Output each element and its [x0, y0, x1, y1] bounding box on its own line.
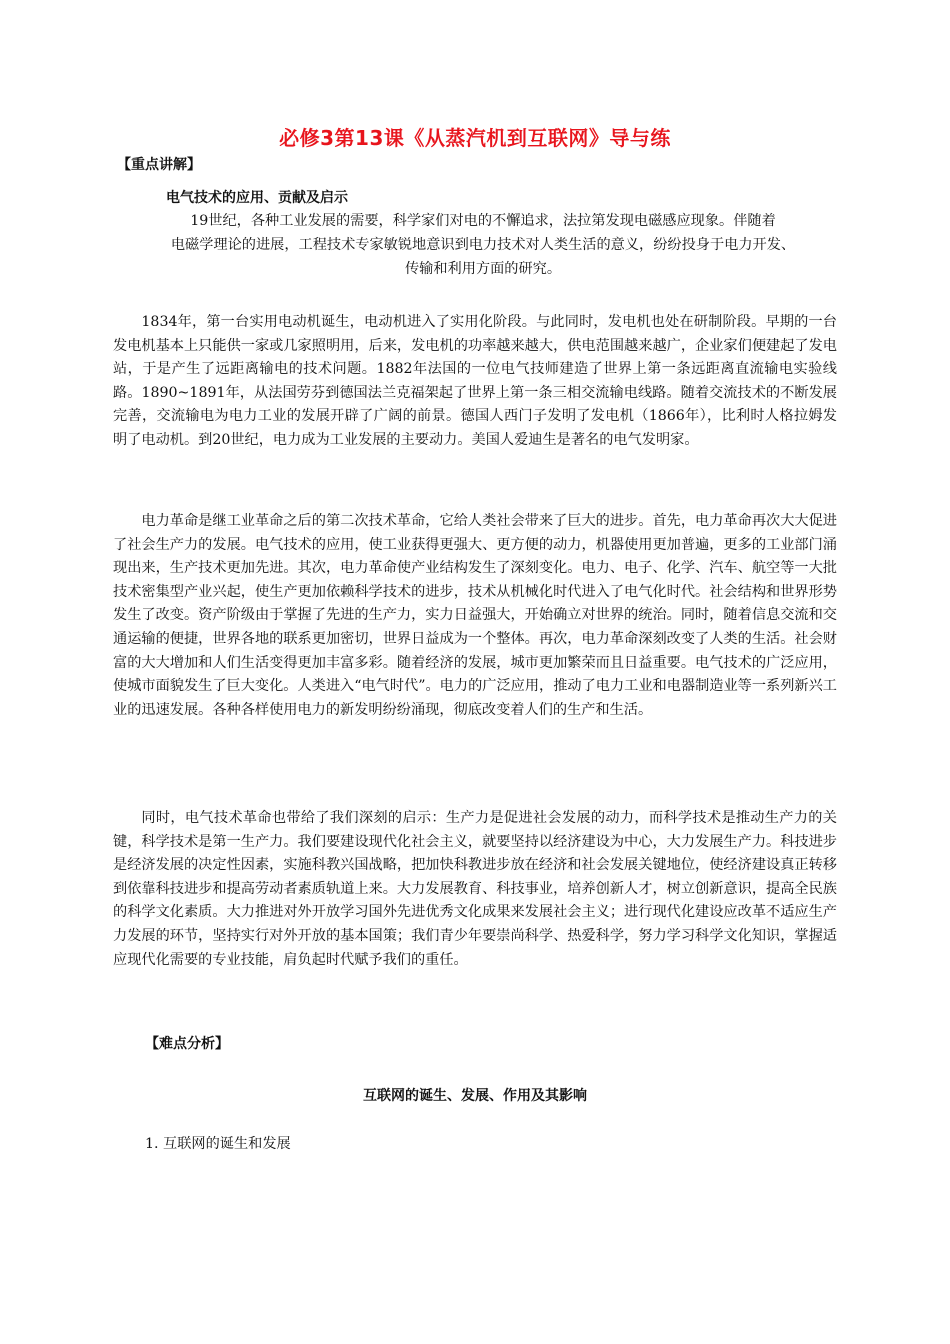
section-heading-internet: 互联网的诞生、发展、作用及其影响: [363, 1088, 587, 1104]
section-heading-electrical-tech: 电气技术的应用、贡献及启示: [166, 190, 348, 206]
paragraph-electric-revolution-impact: 电力革命是继工业革命之后的第二次技术革命，它给人类社会带来了巨大的进步。首先，电力革命再次大大促进了社会生产力的发展。电气技术的应用，使工业获得更强大、更方便的动力，机器使用更加普遍，更多的工业部门涌现出来，生产技术更加先进。其次，电力革命使产业结构发生了深刻变化。电力、电子、化学、汽车、航空等一大批技术密集型产业兴起，使生产更加依赖科学技术的进步，技术从机械化时代进入了电气化时代。社会结构和世界形势发生了改变。资产阶级由于掌握了先进的生产力，实力日益强大，开始确立对世界的统治。同时，随着信息交流和交通运输的便捷，世界各地的联系更加密切，世界日益成为一个整体。再次，电力革命深刻改变了人类的生活。社会财富的大大增加和人们生活变得更加丰富多彩。随着经济的发展，城市更加繁荣而且日益重要。电气技术的广泛应用，使城市面貌发生了巨大变化。人类进入“电气时代”。电力的广泛应用，推动了电力工业和电器制造业等一系列新兴工业的迅速发展。各种各样使用电力的新发明纷纷涌现，彻底改变着人们的生产和生活。: [113, 513, 837, 718]
section-tag-difficult-points: 【难点分析】: [145, 1036, 229, 1052]
list-item-internet-origin: 1. 互联网的诞生和发展: [145, 1136, 291, 1152]
intro-line-3: 传输和利用方面的研究。: [404, 261, 562, 277]
paragraph-history-of-electric-power: 1834年，第一台实用电动机诞生，电动机进入了实用化阶段。与此同时，发电机也处在研制阶段。早期的一台发电机基本上只能供一家或几家照明用，后来，发电机的功率越来越大，供电范围越来越广，企业家们便建起了发电站，于是产生了远距离输电的技术问题。1882年法国的一位电气技师建造了世界上第一条远距离直流输电实验线路。1890~1891年，从法国劳芬到德国法兰克福架起了世界上第一条三相交流输电线路。随着交流技术的不断发展完善，交流输电为电力工业的发展开辟了广阔的前景。德国人西门子发明了发电机（1866年），比利时人格拉姆发明了电动机。到20世纪，电力成为工业发展的主要动力。美国人爱迪生是著名的电气发明家。: [113, 314, 837, 448]
paragraph-lessons-of-revolution: 同时，电气技术革命也带给了我们深刻的启示：生产力是促进社会发展的动力，而科学技术是推动生产力的关键，科学技术是第一生产力。我们要建设现代化社会主义，就要坚持以经济建设为中心，大力发展生产力。科技进步是经济发展的决定性因素，实施科教兴国战略，把加快科教进步放在经济和社会发展关键地位，使经济建设真正转移到依靠科技进步和提高劳动者素质轨道上来。大力发展教育、科技事业，培养创新人才，树立创新意识，提高全民族的科学文化素质。大力推进对外开放学习国外先进优秀文化成果来发展社会主义；进行现代化建设应改革不适应生产力发展的环节，坚持实行对外开放的基本国策；我们青少年要崇尚科学、热爱科学，努力学习科学文化知识，掌握适应现代化需要的专业技能，肩负起时代赋予我们的重任。: [113, 810, 837, 968]
section-tag-key-points: 【重点讲解】: [117, 157, 201, 173]
document-title: 必修3第13课《从蒸汽机到互联网》导与练: [279, 126, 671, 150]
intro-line-2: 电磁学理论的进展，工程技术专家敏锐地意识到电力技术对人类生活的意义，纷纷投身于电力开发、: [170, 237, 796, 253]
intro-line-1: 19世纪，各种工业发展的需要，科学家们对电的不懈追求，法拉第发现电磁感应现象。伴随着: [190, 213, 776, 229]
